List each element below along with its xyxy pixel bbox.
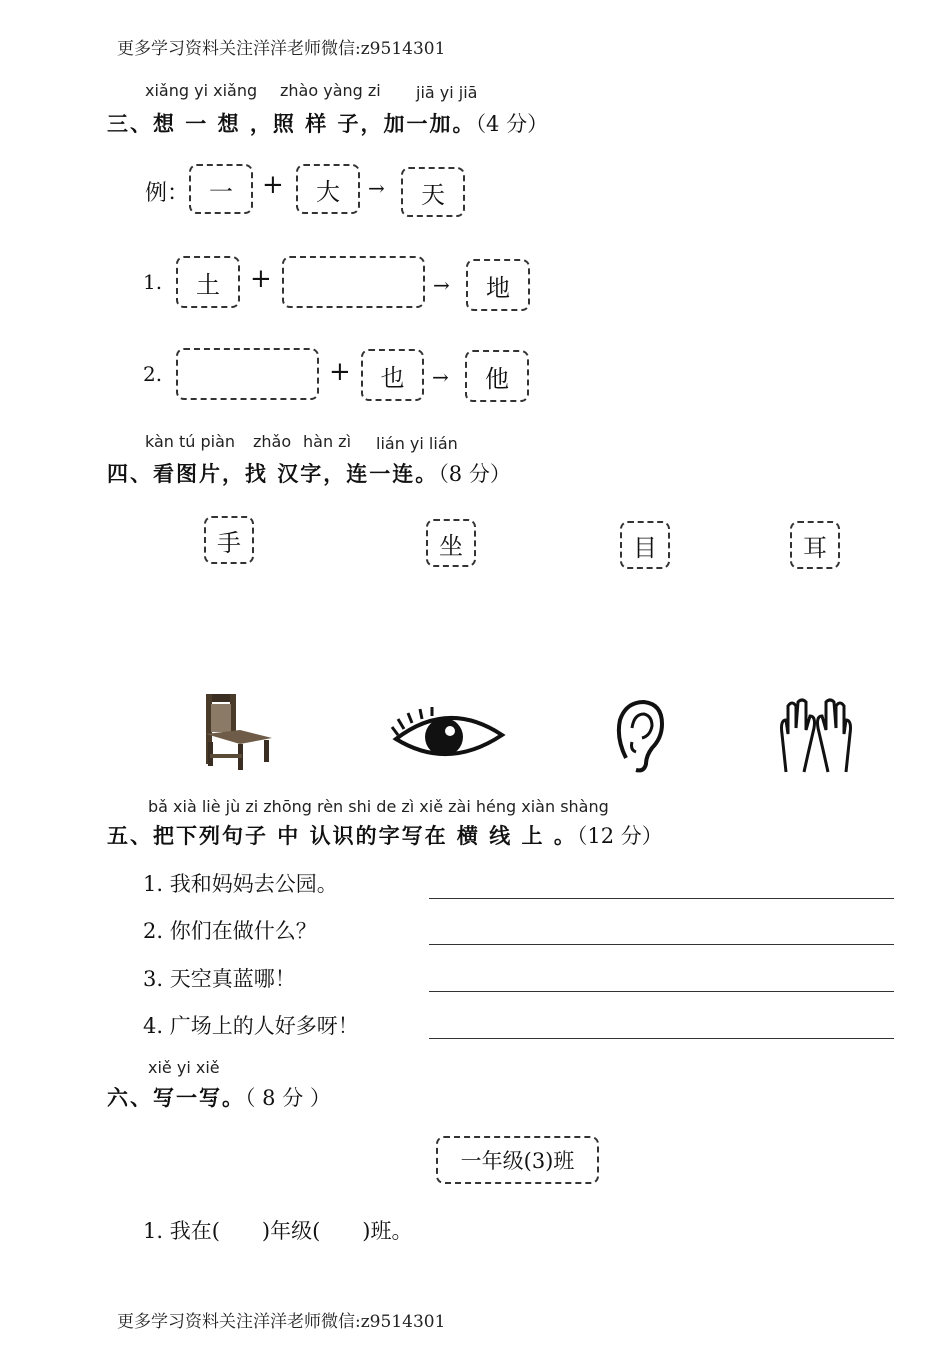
ear-picture[interactable]: [612, 698, 668, 774]
q1-box-a: 土: [176, 256, 240, 308]
sec4-title-text: 四、看图片，找 汉字，连一连。: [107, 461, 439, 486]
sec4-pinyin-3: hàn zì: [303, 432, 352, 451]
char-box-zuo[interactable]: 坐: [426, 519, 476, 567]
answer-line-2[interactable]: [429, 944, 894, 945]
sec4-pinyin-4: lián yi lián: [376, 434, 458, 453]
hands-picture[interactable]: [774, 694, 858, 778]
sentence-3: 3. 天空真蓝哪！: [143, 967, 296, 991]
sec5-score: （12 分）: [576, 824, 663, 848]
watermark-bottom: 更多学习资料关注洋洋老师微信:z9514301: [117, 1312, 446, 1332]
sec5-pinyin: bǎ xià liè jù zi zhōng rèn shi de zì xiě zài héng xiàn shàng: [148, 797, 609, 816]
sec3-pinyin-2: zhào yàng zi: [280, 81, 381, 100]
sec3-score: （4 分）: [475, 112, 549, 136]
sec3-title: [107, 108, 548, 138]
sentence-1: 1. 我和妈妈去公园。: [143, 872, 338, 896]
sec4-pinyin-2: zhǎo: [253, 432, 292, 451]
sec5-title-text: 五、把下列句子 中 认识的字写在 横 线 上 。: [107, 823, 577, 848]
sec5-title: [107, 820, 663, 850]
q2-plus: +: [329, 357, 351, 387]
watermark-top: 更多学习资料关注洋洋老师微信:z9514301: [117, 39, 446, 59]
q1-plus: +: [250, 264, 272, 294]
sec6-score: （ 8 分 ）: [245, 1086, 331, 1110]
sec3-pinyin-3: jiā yi jiā: [416, 83, 478, 102]
example-box-1: 一: [189, 164, 253, 214]
answer-line-4[interactable]: [429, 1038, 894, 1039]
q2-box-b: 也: [361, 349, 424, 401]
example-box-3: 天: [401, 167, 465, 217]
class-box: 一年级(3)班: [436, 1136, 599, 1184]
eye-picture[interactable]: [390, 705, 508, 767]
q1-answer-box[interactable]: [282, 256, 425, 308]
sec6-title-text: 六、写一写。: [107, 1085, 245, 1110]
sentence-4: 4. 广场上的人好多呀！: [143, 1014, 359, 1038]
char-box-shou[interactable]: 手: [204, 516, 254, 564]
q1-result-box: 地: [466, 259, 530, 311]
sec3-title-text: 三、想 一 想 ，照 样 子，加一加。: [107, 111, 476, 136]
example-plus: +: [262, 170, 284, 200]
sec3-pinyin-1: xiǎng yi xiǎng: [145, 81, 258, 100]
answer-line-3[interactable]: [429, 991, 894, 992]
example-arrow: →: [368, 176, 385, 200]
sec6-title: [107, 1082, 331, 1112]
q2-result-box: 他: [465, 350, 529, 402]
sentence-2: 2. 你们在做什么？: [143, 919, 317, 943]
char-box-er[interactable]: 耳: [790, 521, 840, 569]
sec6-question-1[interactable]: 1. 我在( )年级( )班。: [143, 1219, 413, 1243]
chair-picture[interactable]: [196, 690, 276, 772]
answer-line-1[interactable]: [429, 898, 894, 899]
q2-number: 2.: [143, 362, 163, 386]
q2-arrow: →: [432, 365, 449, 389]
example-label: 例：: [145, 181, 190, 206]
sec6-pinyin: xiě yi xiě: [148, 1058, 220, 1077]
sec4-pinyin-1: kàn tú piàn: [145, 432, 236, 451]
example-box-2: 大: [296, 164, 360, 214]
q1-arrow: →: [433, 273, 450, 297]
q1-number: 1.: [143, 270, 163, 294]
sec4-score: （8 分）: [438, 462, 511, 486]
q2-answer-box[interactable]: [176, 348, 319, 400]
char-box-mu[interactable]: 目: [620, 521, 670, 569]
sec4-title: [107, 458, 511, 488]
